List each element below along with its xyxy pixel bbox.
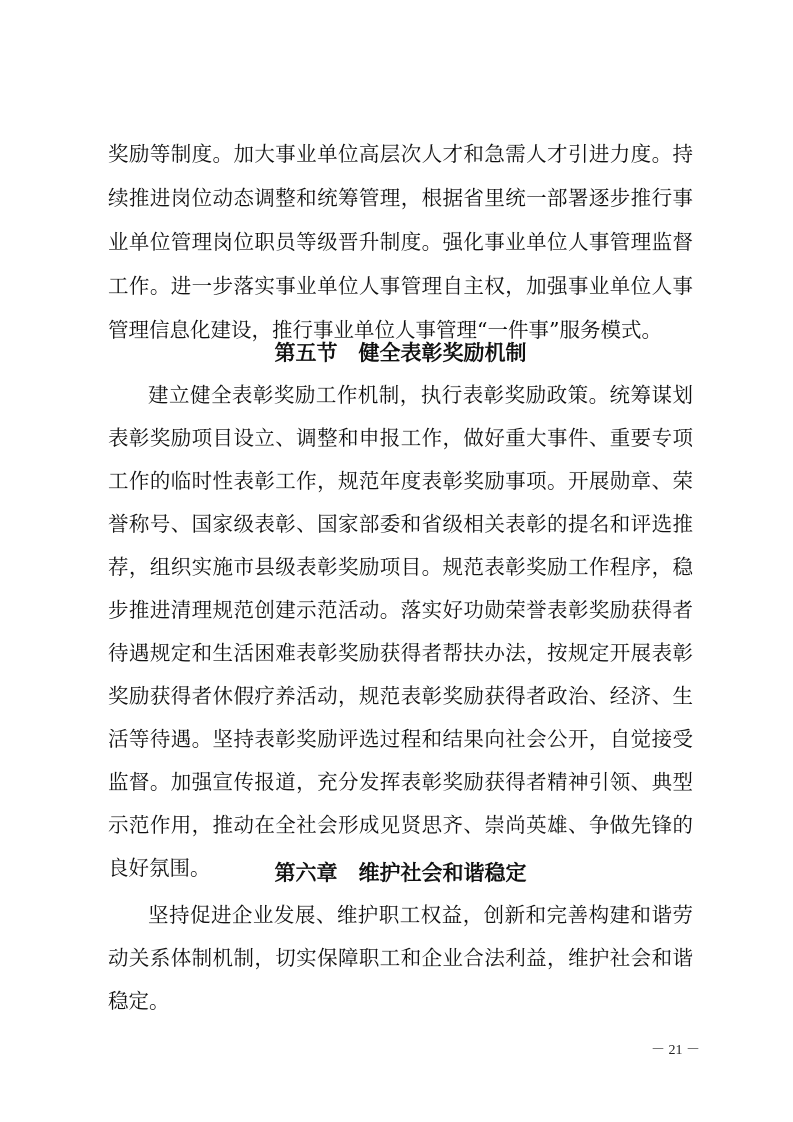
text-line: 步推进清理规范创建示范活动。落实好功勋荣誉表彰奖励获得者 [108, 598, 693, 622]
text-line: 业单位管理岗位职员等级晋升制度。强化事业单位人事管理监督 [108, 230, 693, 254]
text-line: 奖励获得者休假疗养活动，规范表彰奖励获得者政治、经济、生 [108, 684, 693, 708]
text-line: 待遇规定和生活困难表彰奖励获得者帮扶办法，按规定开展表彰 [108, 641, 693, 665]
text-line: 工作。进一步落实事业单位人事管理自主权，加强事业单位人事 [108, 274, 693, 298]
text-line: 誉称号、国家级表彰、国家部委和省级相关表彰的提名和评选推 [108, 512, 693, 536]
text-line: 奖励等制度。加大事业单位高层次人才和急需人才引进力度。持 [108, 142, 693, 166]
section-heading: 第五节 健全表彰奖励机制 [274, 341, 527, 365]
chapter-heading: 第六章 维护社会和谐稳定 [274, 861, 527, 885]
text-line: 坚持促进企业发展、维护职工权益，创新和完善构建和谐劳 [148, 903, 693, 927]
text-line: 工作的临时性表彰工作，规范年度表彰奖励事项。开展勋章、荣 [108, 469, 693, 493]
text-line: 稳定。 [108, 989, 170, 1013]
page-number: － 21 － [651, 1043, 700, 1058]
text-line: 续推进岗位动态调整和统筹管理，根据省里统一部署逐步推行事 [108, 186, 693, 210]
text-line: 动关系体制机制，切实保障职工和企业合法利益，维护社会和谐 [108, 946, 693, 970]
text-line: 良好氛围。 [108, 856, 211, 880]
text-line: 荐，组织实施市县级表彰奖励项目。规范表彰奖励工作程序，稳 [108, 555, 693, 579]
text-line: 监督。加强宣传报道，充分发挥表彰奖励获得者精神引领、典型 [108, 770, 693, 794]
text-line: 表彰奖励项目设立、调整和申报工作，做好重大事件、重要专项 [108, 426, 693, 450]
text-line: 活等待遇。坚持表彰奖励评选过程和结果向社会公开，自觉接受 [108, 727, 693, 751]
text-line: 示范作用，推动在全社会形成见贤思齐、崇尚英雄、争做先锋的 [108, 813, 693, 837]
text-line: 管理信息化建设，推行事业单位人事管理“一件事”服务模式。 [108, 318, 662, 342]
text-line: 建立健全表彰奖励工作机制，执行表彰奖励政策。统筹谋划 [148, 383, 693, 407]
